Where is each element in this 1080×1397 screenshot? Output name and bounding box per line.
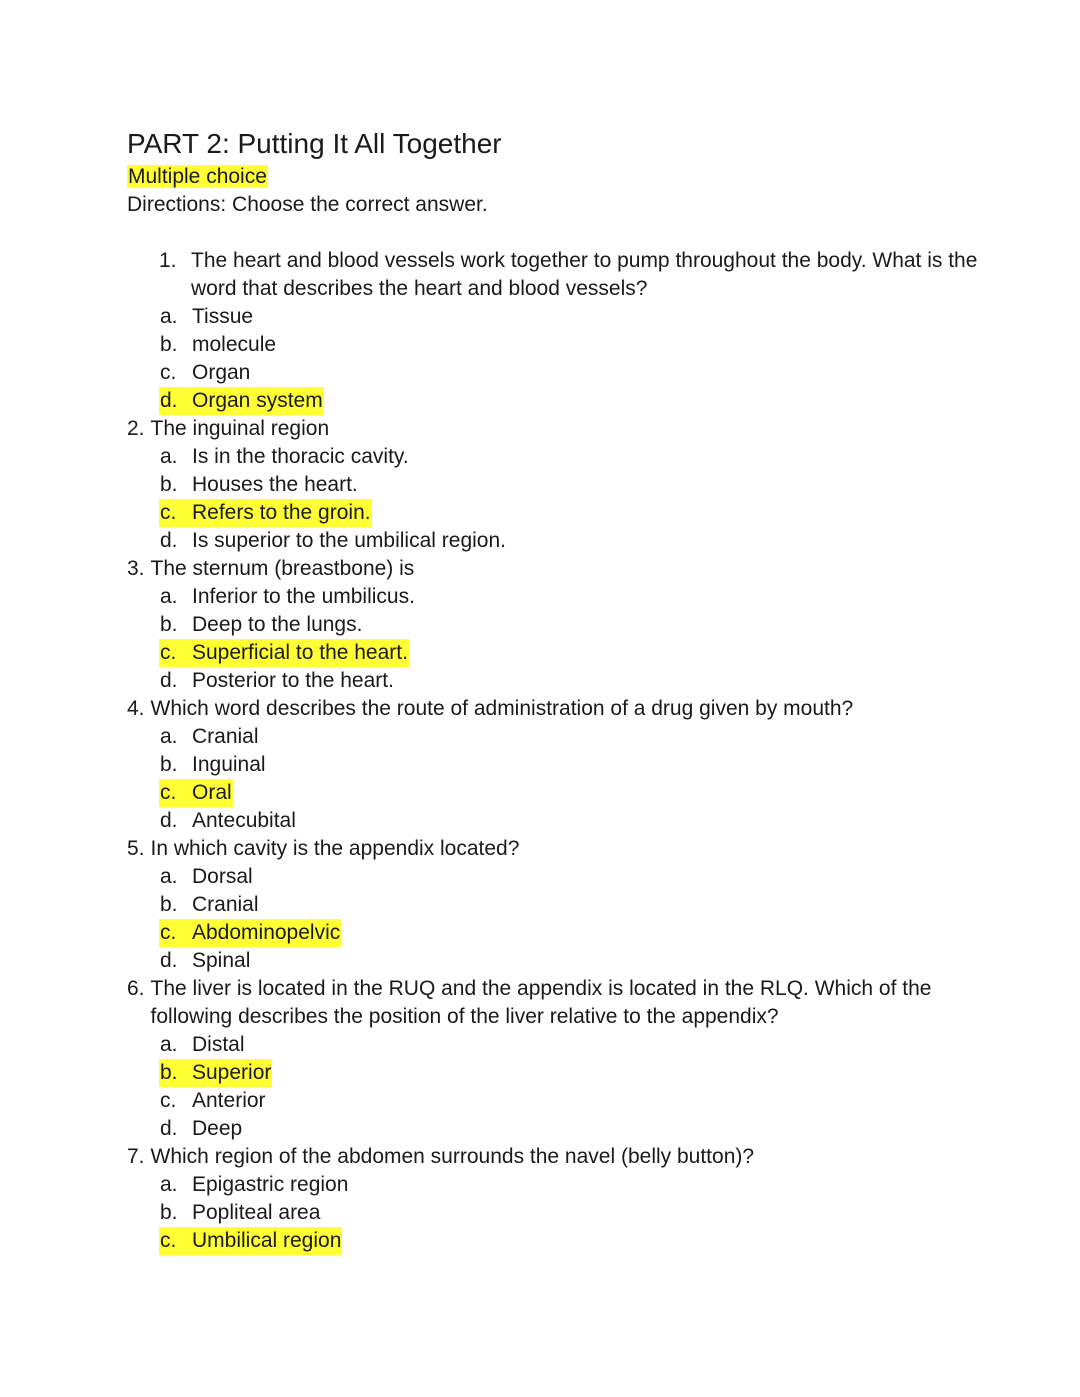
answer-option-body: [159, 359, 251, 387]
option-letter: d.: [160, 669, 178, 692]
option-letter: c.: [160, 501, 177, 524]
answer-option-body: [159, 471, 359, 499]
answer-option: [0, 863, 1080, 891]
option-text: Organ system: [192, 389, 323, 412]
option-text: Houses the heart.: [192, 473, 358, 496]
answer-option-body: [159, 443, 410, 471]
option-letter: d.: [160, 529, 178, 552]
option-text: Inguinal: [192, 753, 266, 776]
answer-option-body: [159, 779, 233, 807]
option-text: Deep: [192, 1117, 243, 1140]
option-letter: a.: [160, 865, 178, 888]
answer-option-body: [159, 863, 254, 891]
option-letter: c.: [160, 1229, 177, 1252]
option-letter: b.: [160, 753, 178, 776]
option-letter: c.: [160, 641, 177, 664]
option-letter: b.: [160, 613, 178, 636]
option-text: Spinal: [192, 949, 251, 972]
option-letter: a.: [160, 1173, 178, 1196]
answer-option-body: [159, 1115, 243, 1143]
answer-option-body: [159, 1059, 272, 1087]
question-5: [0, 835, 1080, 975]
question-6: [0, 975, 1080, 1143]
option-text: Umbilical region: [192, 1229, 342, 1252]
answer-option-correct: [0, 1059, 1080, 1087]
answer-option: [0, 723, 1080, 751]
answer-option: [0, 1031, 1080, 1059]
question-stem: [0, 247, 1080, 303]
option-letter: d.: [160, 949, 178, 972]
answer-option-correct: [0, 387, 1080, 415]
option-letter: c.: [160, 781, 177, 804]
option-letter: a.: [160, 305, 178, 328]
question-list: [0, 247, 1080, 1255]
question-1: [0, 247, 1080, 415]
answer-option: [0, 471, 1080, 499]
section-label-text: Multiple choice: [128, 165, 267, 188]
option-text: Cranial: [192, 893, 259, 916]
question-number: 4.: [127, 697, 145, 720]
question-text: The inguinal region: [150, 417, 330, 440]
answer-option: [0, 1171, 1080, 1199]
option-text: Organ: [192, 361, 251, 384]
option-text: Cranial: [192, 725, 259, 748]
question-text: The heart and blood vessels work together to pump throughout the body. What is the word that describes the heart and blood vessels?: [191, 249, 978, 300]
option-text: Superior: [192, 1061, 272, 1084]
option-letter: d.: [160, 1117, 178, 1140]
option-text: Distal: [192, 1033, 245, 1056]
answer-option-body: [159, 667, 395, 695]
question-7: [0, 1143, 1080, 1255]
question-number: 3.: [127, 557, 145, 580]
answer-option-body: [159, 331, 277, 359]
answer-option-body: [159, 891, 260, 919]
answer-option: [0, 303, 1080, 331]
question-3: [0, 555, 1080, 695]
answer-option: [0, 807, 1080, 835]
answer-option-body: [159, 1087, 267, 1115]
answer-option-body: [159, 303, 254, 331]
answer-option-body: [159, 751, 267, 779]
answer-option-body: [159, 1171, 349, 1199]
answer-option-body: [159, 583, 416, 611]
option-text: Antecubital: [192, 809, 296, 832]
section-label: [127, 163, 268, 191]
page-title: PART 2: Putting It All Together: [127, 128, 502, 159]
answer-option-body: [159, 919, 341, 947]
option-letter: b.: [160, 893, 178, 916]
answer-option: [0, 891, 1080, 919]
option-letter: c.: [160, 361, 177, 384]
question-number: 5.: [127, 837, 145, 860]
question-stem: [0, 555, 1080, 583]
answer-option: [0, 583, 1080, 611]
question-stem: [0, 975, 1080, 1031]
question-text: The sternum (breastbone) is: [150, 557, 415, 580]
question-stem: [0, 1143, 1080, 1171]
answer-option: [0, 1115, 1080, 1143]
option-text: Is in the thoracic cavity.: [192, 445, 409, 468]
option-text: Abdominopelvic: [192, 921, 341, 944]
option-text: Anterior: [192, 1089, 266, 1112]
question-stem: [0, 835, 1080, 863]
answer-option-body: [159, 639, 409, 667]
answer-option: [0, 1199, 1080, 1227]
option-text: Dorsal: [192, 865, 253, 888]
option-letter: b.: [160, 1061, 178, 1084]
question-number: 2.: [127, 417, 145, 440]
question-2: [0, 415, 1080, 555]
option-letter: a.: [160, 725, 178, 748]
option-text: Epigastric region: [192, 1173, 349, 1196]
option-letter: b.: [160, 1201, 178, 1224]
option-text: Superficial to the heart.: [192, 641, 408, 664]
question-number: 1.: [159, 249, 177, 272]
option-text: Posterior to the heart.: [192, 669, 394, 692]
question-4: [0, 695, 1080, 835]
answer-option: [0, 611, 1080, 639]
answer-option-body: [159, 387, 324, 415]
question-stem: [0, 695, 1080, 723]
answer-option-correct: [0, 779, 1080, 807]
option-letter: c.: [160, 1089, 177, 1112]
directions-text: Directions: Choose the correct answer.: [127, 193, 488, 216]
option-letter: a.: [160, 585, 178, 608]
answer-option: [0, 947, 1080, 975]
answer-option: [0, 751, 1080, 779]
question-number: 6.: [127, 977, 145, 1000]
option-text: Inferior to the umbilicus.: [192, 585, 415, 608]
option-letter: a.: [160, 445, 178, 468]
option-text: Is superior to the umbilical region.: [192, 529, 506, 552]
question-text: Which region of the abdomen surrounds the navel (belly button)?: [150, 1145, 755, 1168]
answer-option-body: [159, 1031, 246, 1059]
answer-option-correct: [0, 1227, 1080, 1255]
question-text: Which word describes the route of administration of a drug given by mouth?: [150, 697, 854, 720]
answer-option: [0, 667, 1080, 695]
question-stem: [0, 415, 1080, 443]
answer-option-body: [159, 611, 363, 639]
option-letter: d.: [160, 389, 178, 412]
option-letter: a.: [160, 1033, 178, 1056]
answer-option-body: [159, 499, 372, 527]
option-text: Refers to the groin.: [192, 501, 371, 524]
answer-option-body: [159, 807, 297, 835]
answer-option: [0, 359, 1080, 387]
answer-option: [0, 331, 1080, 359]
answer-option-correct: [0, 499, 1080, 527]
answer-option: [0, 443, 1080, 471]
option-text: Deep to the lungs.: [192, 613, 363, 636]
option-text: Popliteal area: [192, 1201, 321, 1224]
answer-option: [0, 527, 1080, 555]
option-text: molecule: [192, 333, 277, 356]
question-text: In which cavity is the appendix located?: [150, 837, 520, 860]
option-letter: b.: [160, 473, 178, 496]
option-letter: b.: [160, 333, 178, 356]
answer-option-body: [159, 947, 251, 975]
answer-option-body: [159, 1199, 321, 1227]
option-text: Oral: [192, 781, 232, 804]
answer-option-body: [159, 527, 507, 555]
answer-option: [0, 1087, 1080, 1115]
answer-option-body: [159, 1227, 342, 1255]
answer-option-correct: [0, 639, 1080, 667]
answer-option-body: [159, 723, 260, 751]
option-letter: c.: [160, 921, 177, 944]
question-number: 7.: [127, 1145, 145, 1168]
option-text: Tissue: [192, 305, 254, 328]
option-letter: d.: [160, 809, 178, 832]
question-text: The liver is located in the RUQ and the appendix is located in the RLQ. Which of the following describes the position of the liver relative to the appendix?: [150, 977, 932, 1028]
answer-option-correct: [0, 919, 1080, 947]
